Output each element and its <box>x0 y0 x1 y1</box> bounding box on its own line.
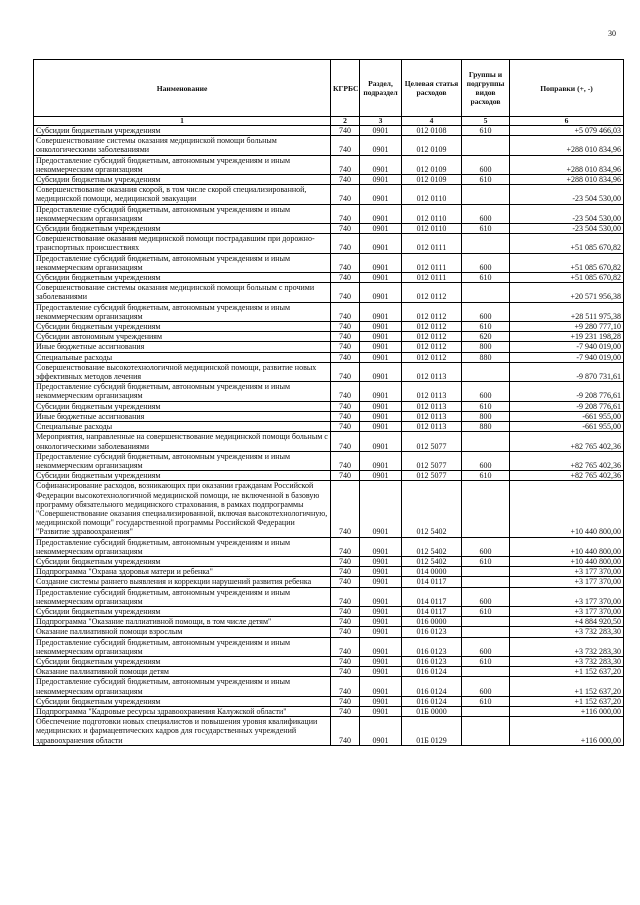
cell-article: 012 5402 <box>402 537 462 556</box>
column-number: 2 <box>331 117 360 126</box>
cell-name: Предоставление субсидий бюджетным, автономным учреждениям и иным некоммерческим организациям <box>34 677 331 696</box>
cell-article: 016 0123 <box>402 627 462 637</box>
table-row <box>34 706 624 716</box>
cell-group: 880 <box>462 352 510 362</box>
cell-article: 012 0110 <box>402 185 462 204</box>
cell-amendment: +19 231 198,28 <box>510 332 624 342</box>
cell-name: Оказание паллиативной помощи детям <box>34 667 331 677</box>
cell-section: 0901 <box>360 382 402 401</box>
cell-section: 0901 <box>360 667 402 677</box>
header-row <box>34 60 624 117</box>
cell-section: 0901 <box>360 656 402 666</box>
cell-section: 0901 <box>360 322 402 332</box>
cell-name: Специальные расходы <box>34 352 331 362</box>
cell-name: Субсидии бюджетным учреждениям <box>34 322 331 332</box>
table-row <box>34 332 624 342</box>
cell-kgrbs: 740 <box>331 471 360 481</box>
cell-amendment: +116 000,00 <box>510 706 624 716</box>
cell-group: 600 <box>462 204 510 223</box>
cell-group: 600 <box>462 382 510 401</box>
table-row <box>34 352 624 362</box>
cell-group <box>462 136 510 155</box>
cell-section: 0901 <box>360 362 402 381</box>
cell-kgrbs: 740 <box>331 382 360 401</box>
cell-article: 012 0113 <box>402 382 462 401</box>
cell-name: Субсидии бюджетным учреждениям <box>34 126 331 136</box>
cell-article: 012 0113 <box>402 401 462 411</box>
cell-amendment: +10 440 800,00 <box>510 556 624 566</box>
cell-kgrbs: 740 <box>331 537 360 556</box>
cell-amendment: +116 000,00 <box>510 717 624 746</box>
cell-kgrbs: 740 <box>331 567 360 577</box>
cell-amendment: +9 280 777,10 <box>510 322 624 332</box>
cell-name: Предоставление субсидий бюджетным, автономным учреждениям и иным некоммерческим организациям <box>34 382 331 401</box>
cell-kgrbs: 740 <box>331 451 360 470</box>
cell-amendment: +3 177 370,00 <box>510 567 624 577</box>
cell-kgrbs: 740 <box>331 411 360 421</box>
cell-section: 0901 <box>360 422 402 432</box>
cell-section: 0901 <box>360 352 402 362</box>
table-row <box>34 322 624 332</box>
cell-kgrbs: 740 <box>331 155 360 174</box>
cell-amendment: +20 571 956,38 <box>510 283 624 302</box>
cell-kgrbs: 740 <box>331 283 360 302</box>
table-row <box>34 656 624 666</box>
cell-group <box>462 432 510 451</box>
table-row <box>34 382 624 401</box>
table-row <box>34 432 624 451</box>
cell-name: Субсидии бюджетным учреждениям <box>34 471 331 481</box>
cell-section: 0901 <box>360 136 402 155</box>
cell-kgrbs: 740 <box>331 656 360 666</box>
cell-name: Субсидии бюджетным учреждениям <box>34 175 331 185</box>
table-row <box>34 283 624 302</box>
cell-kgrbs: 740 <box>331 627 360 637</box>
cell-article: 016 0123 <box>402 637 462 656</box>
cell-group: 800 <box>462 411 510 421</box>
cell-article: 012 0110 <box>402 224 462 234</box>
table-row <box>34 481 624 537</box>
column-number: 5 <box>462 117 510 126</box>
cell-kgrbs: 740 <box>331 637 360 656</box>
cell-amendment: +51 085 670,82 <box>510 273 624 283</box>
cell-article: 012 0109 <box>402 136 462 155</box>
cell-name: Иные бюджетные ассигнования <box>34 342 331 352</box>
cell-amendment: +10 440 800,00 <box>510 481 624 537</box>
cell-name: Предоставление субсидий бюджетным, автономным учреждениям и иным некоммерческим организациям <box>34 637 331 656</box>
cell-group: 610 <box>462 126 510 136</box>
cell-amendment: +82 765 402,36 <box>510 451 624 470</box>
cell-section: 0901 <box>360 302 402 321</box>
cell-group: 600 <box>462 302 510 321</box>
table-row <box>34 411 624 421</box>
header-groups: Группы и подгруппы видов расходов <box>462 60 510 117</box>
cell-name: Специальные расходы <box>34 422 331 432</box>
cell-name: Подпрограмма "Оказание паллиативной помощи, в том числе детям" <box>34 617 331 627</box>
cell-kgrbs: 740 <box>331 136 360 155</box>
cell-amendment: +288 010 834,96 <box>510 175 624 185</box>
table-row <box>34 273 624 283</box>
cell-section: 0901 <box>360 283 402 302</box>
cell-section: 0901 <box>360 234 402 253</box>
cell-section: 0901 <box>360 606 402 616</box>
cell-section: 0901 <box>360 342 402 352</box>
cell-amendment: +288 010 834,96 <box>510 136 624 155</box>
cell-amendment: -23 504 530,00 <box>510 204 624 223</box>
cell-amendment: +1 152 637,20 <box>510 667 624 677</box>
table-row <box>34 234 624 253</box>
table-row <box>34 451 624 470</box>
cell-amendment: -9 208 776,61 <box>510 401 624 411</box>
cell-name: Субсидии бюджетным учреждениям <box>34 606 331 616</box>
cell-group: 610 <box>462 696 510 706</box>
cell-kgrbs: 740 <box>331 362 360 381</box>
cell-kgrbs: 740 <box>331 587 360 606</box>
cell-kgrbs: 740 <box>331 253 360 272</box>
cell-kgrbs: 740 <box>331 422 360 432</box>
cell-article: 012 0112 <box>402 342 462 352</box>
cell-name: Предоставление субсидий бюджетным, автономным учреждениям и иным некоммерческим организациям <box>34 537 331 556</box>
cell-name: Совершенствование системы оказания медицинской помощи больным с прочими заболеваниями <box>34 283 331 302</box>
header-kgrbs: КГРБС <box>331 60 360 117</box>
cell-kgrbs: 740 <box>331 322 360 332</box>
cell-kgrbs: 740 <box>331 481 360 537</box>
cell-group <box>462 717 510 746</box>
cell-section: 0901 <box>360 175 402 185</box>
cell-name: Предоставление субсидий бюджетным, автономным учреждениям и иным некоммерческим организациям <box>34 587 331 606</box>
cell-name: Субсидии бюджетным учреждениям <box>34 656 331 666</box>
cell-kgrbs: 740 <box>331 185 360 204</box>
cell-article: 014 0117 <box>402 606 462 616</box>
cell-article: 012 0112 <box>402 322 462 332</box>
cell-article: 012 0111 <box>402 234 462 253</box>
cell-name: Предоставление субсидий бюджетным, автономным учреждениям и иным некоммерческим организациям <box>34 204 331 223</box>
cell-section: 0901 <box>360 432 402 451</box>
cell-kgrbs: 740 <box>331 717 360 746</box>
cell-amendment: +51 085 670,82 <box>510 234 624 253</box>
cell-kgrbs: 740 <box>331 352 360 362</box>
cell-name: Предоставление субсидий бюджетным, автономным учреждениям и иным некоммерческим организациям <box>34 253 331 272</box>
cell-article: 014 0117 <box>402 587 462 606</box>
cell-name: Субсидии бюджетным учреждениям <box>34 556 331 566</box>
cell-article: 012 0112 <box>402 352 462 362</box>
cell-amendment: +51 085 670,82 <box>510 253 624 272</box>
cell-amendment: -7 940 019,00 <box>510 342 624 352</box>
cell-name: Обеспечение подготовки новых специалистов и повышения уровня квалификации медицинских и фармацевтических кадров для государственных учреждений здравоохранения области <box>34 717 331 746</box>
cell-group: 610 <box>462 471 510 481</box>
cell-article: 012 0112 <box>402 283 462 302</box>
cell-amendment: +82 765 402,36 <box>510 471 624 481</box>
cell-group: 620 <box>462 332 510 342</box>
header-name: Наименование <box>34 60 331 117</box>
cell-group: 610 <box>462 401 510 411</box>
cell-article: 01Б 0000 <box>402 706 462 716</box>
cell-article: 012 5402 <box>402 481 462 537</box>
cell-section: 0901 <box>360 677 402 696</box>
table-row <box>34 606 624 616</box>
cell-group: 600 <box>462 537 510 556</box>
cell-amendment: +28 511 975,38 <box>510 302 624 321</box>
cell-article: 016 0000 <box>402 617 462 627</box>
cell-amendment: +3 732 283,30 <box>510 627 624 637</box>
cell-article: 012 0110 <box>402 204 462 223</box>
cell-group: 800 <box>462 342 510 352</box>
table-row <box>34 155 624 174</box>
cell-kgrbs: 740 <box>331 126 360 136</box>
table-row <box>34 637 624 656</box>
cell-article: 012 0113 <box>402 422 462 432</box>
cell-article: 016 0124 <box>402 677 462 696</box>
cell-name: Подпрограмма "Кадровые ресурсы здравоохранения Калужской области" <box>34 706 331 716</box>
column-number: 1 <box>34 117 331 126</box>
cell-section: 0901 <box>360 401 402 411</box>
cell-section: 0901 <box>360 332 402 342</box>
page-number: 30 <box>608 29 616 38</box>
cell-article: 012 0111 <box>402 253 462 272</box>
cell-group <box>462 362 510 381</box>
cell-article: 012 5077 <box>402 471 462 481</box>
cell-kgrbs: 740 <box>331 401 360 411</box>
cell-group: 600 <box>462 253 510 272</box>
cell-group <box>462 283 510 302</box>
cell-section: 0901 <box>360 556 402 566</box>
cell-article: 012 0109 <box>402 175 462 185</box>
table-row <box>34 556 624 566</box>
cell-article: 012 0111 <box>402 273 462 283</box>
table-row <box>34 617 624 627</box>
cell-section: 0901 <box>360 481 402 537</box>
cell-amendment: +3 732 283,30 <box>510 637 624 656</box>
table-row <box>34 471 624 481</box>
table-row <box>34 577 624 587</box>
cell-group: 610 <box>462 556 510 566</box>
table-row <box>34 587 624 606</box>
column-number: 4 <box>402 117 462 126</box>
cell-section: 0901 <box>360 567 402 577</box>
header-article: Целевая статья расходов <box>402 60 462 117</box>
cell-name: Субсидии бюджетным учреждениям <box>34 401 331 411</box>
cell-section: 0901 <box>360 411 402 421</box>
cell-amendment: +3 177 370,00 <box>510 606 624 616</box>
cell-group <box>462 706 510 716</box>
cell-section: 0901 <box>360 155 402 174</box>
cell-amendment: +4 884 920,50 <box>510 617 624 627</box>
cell-section: 0901 <box>360 637 402 656</box>
cell-name: Субсидии бюджетным учреждениям <box>34 696 331 706</box>
cell-kgrbs: 740 <box>331 706 360 716</box>
table-row <box>34 136 624 155</box>
cell-section: 0901 <box>360 185 402 204</box>
cell-name: Совершенствование оказания медицинской помощи пострадавшим при дорожно-транспортных происшествиях <box>34 234 331 253</box>
table-row <box>34 696 624 706</box>
cell-section: 0901 <box>360 577 402 587</box>
cell-group: 610 <box>462 322 510 332</box>
table-row <box>34 677 624 696</box>
cell-group <box>462 577 510 587</box>
cell-article: 016 0123 <box>402 656 462 666</box>
cell-kgrbs: 740 <box>331 224 360 234</box>
table-row <box>34 126 624 136</box>
cell-name: Иные бюджетные ассигнования <box>34 411 331 421</box>
table-row <box>34 362 624 381</box>
cell-name: Создание системы раннего выявления и коррекции нарушений развития ребенка <box>34 577 331 587</box>
cell-kgrbs: 740 <box>331 175 360 185</box>
cell-article: 012 5077 <box>402 451 462 470</box>
cell-article: 016 0124 <box>402 667 462 677</box>
cell-section: 0901 <box>360 617 402 627</box>
cell-section: 0901 <box>360 224 402 234</box>
cell-section: 0901 <box>360 587 402 606</box>
cell-name: Предоставление субсидий бюджетным, автономным учреждениям и иным некоммерческим организациям <box>34 451 331 470</box>
cell-section: 0901 <box>360 717 402 746</box>
cell-article: 016 0124 <box>402 696 462 706</box>
column-number: 6 <box>510 117 624 126</box>
cell-amendment: -23 504 530,00 <box>510 185 624 204</box>
cell-name: Субсидии бюджетным учреждениям <box>34 273 331 283</box>
table-row <box>34 204 624 223</box>
cell-name: Софинансирование расходов, возникающих при оказании гражданам Российской Федерации высокотехнологичной медицинской помощи, не включенной в базовую программу обязательного медицинского страхования, в рамках подпрограммы "Совершенствование оказания специализированной, включая высокотехнологичную, медицинской помощи" государственной программы Российской Федерации "Развитие здравоохранения" <box>34 481 331 537</box>
column-number-row <box>34 117 624 126</box>
table-row <box>34 342 624 352</box>
cell-kgrbs: 740 <box>331 332 360 342</box>
cell-kgrbs: 740 <box>331 606 360 616</box>
cell-kgrbs: 740 <box>331 667 360 677</box>
cell-amendment: -23 504 530,00 <box>510 224 624 234</box>
cell-section: 0901 <box>360 696 402 706</box>
cell-kgrbs: 740 <box>331 234 360 253</box>
table-row <box>34 253 624 272</box>
cell-group <box>462 617 510 627</box>
cell-group: 610 <box>462 656 510 666</box>
cell-amendment: -9 870 731,61 <box>510 362 624 381</box>
cell-amendment: +82 765 402,36 <box>510 432 624 451</box>
cell-name: Субсидии бюджетным учреждениям <box>34 224 331 234</box>
cell-amendment: +3 177 370,00 <box>510 577 624 587</box>
cell-group: 610 <box>462 606 510 616</box>
cell-name: Оказание паллиативной помощи взрослым <box>34 627 331 637</box>
budget-amendments-table <box>33 59 624 746</box>
cell-amendment: +1 152 637,20 <box>510 696 624 706</box>
table-row <box>34 567 624 577</box>
cell-group: 600 <box>462 587 510 606</box>
cell-article: 012 0113 <box>402 411 462 421</box>
table-row <box>34 401 624 411</box>
cell-amendment: +3 177 370,00 <box>510 587 624 606</box>
cell-kgrbs: 740 <box>331 204 360 223</box>
table-row <box>34 422 624 432</box>
cell-article: 014 0117 <box>402 577 462 587</box>
cell-amendment: +288 010 834,96 <box>510 155 624 174</box>
cell-section: 0901 <box>360 471 402 481</box>
cell-section: 0901 <box>360 627 402 637</box>
cell-article: 014 0000 <box>402 567 462 577</box>
cell-section: 0901 <box>360 126 402 136</box>
cell-kgrbs: 740 <box>331 577 360 587</box>
cell-group <box>462 481 510 537</box>
table-row <box>34 175 624 185</box>
cell-article: 012 5402 <box>402 556 462 566</box>
cell-group: 610 <box>462 175 510 185</box>
cell-name: Совершенствование высокотехнологичной медицинской помощи, развитие новых эффективных методов лечения <box>34 362 331 381</box>
cell-group: 600 <box>462 451 510 470</box>
cell-kgrbs: 740 <box>331 302 360 321</box>
cell-group: 880 <box>462 422 510 432</box>
cell-kgrbs: 740 <box>331 617 360 627</box>
cell-group: 610 <box>462 224 510 234</box>
cell-group <box>462 567 510 577</box>
cell-article: 01Б 0129 <box>402 717 462 746</box>
cell-group: 600 <box>462 677 510 696</box>
cell-group: 600 <box>462 155 510 174</box>
table-row <box>34 185 624 204</box>
cell-kgrbs: 740 <box>331 696 360 706</box>
cell-amendment: -9 208 776,61 <box>510 382 624 401</box>
cell-name: Совершенствование системы оказания медицинской помощи больным онкологическими заболеваниями <box>34 136 331 155</box>
cell-kgrbs: 740 <box>331 556 360 566</box>
table-row <box>34 224 624 234</box>
cell-name: Мероприятия, направленные на совершенствование медицинской помощи больным с онкологическими заболеваниями <box>34 432 331 451</box>
cell-amendment: +5 079 466,03 <box>510 126 624 136</box>
cell-kgrbs: 740 <box>331 273 360 283</box>
cell-kgrbs: 740 <box>331 677 360 696</box>
cell-section: 0901 <box>360 537 402 556</box>
cell-amendment: +10 440 800,00 <box>510 537 624 556</box>
cell-amendment: +3 732 283,30 <box>510 656 624 666</box>
cell-section: 0901 <box>360 451 402 470</box>
cell-section: 0901 <box>360 273 402 283</box>
cell-name: Подпрограмма "Охрана здоровья матери и ребенка" <box>34 567 331 577</box>
column-number: 3 <box>360 117 402 126</box>
cell-article: 012 5077 <box>402 432 462 451</box>
cell-group: 610 <box>462 273 510 283</box>
cell-section: 0901 <box>360 204 402 223</box>
cell-kgrbs: 740 <box>331 342 360 352</box>
cell-amendment: -7 940 019,00 <box>510 352 624 362</box>
cell-group: 600 <box>462 637 510 656</box>
cell-group <box>462 667 510 677</box>
table-row <box>34 667 624 677</box>
cell-article: 012 0112 <box>402 332 462 342</box>
cell-kgrbs: 740 <box>331 432 360 451</box>
cell-name: Субсидии автономным учреждениям <box>34 332 331 342</box>
table-row <box>34 717 624 746</box>
cell-group <box>462 627 510 637</box>
cell-article: 012 0108 <box>402 126 462 136</box>
cell-amendment: +1 152 637,20 <box>510 677 624 696</box>
cell-group <box>462 185 510 204</box>
table-row <box>34 302 624 321</box>
cell-name: Предоставление субсидий бюджетным, автономным учреждениям и иным некоммерческим организациям <box>34 155 331 174</box>
header-section: Раздел, подраздел <box>360 60 402 117</box>
cell-article: 012 0113 <box>402 362 462 381</box>
cell-article: 012 0109 <box>402 155 462 174</box>
table-row <box>34 627 624 637</box>
header-amendments: Поправки (+, -) <box>510 60 624 117</box>
cell-amendment: -661 955,00 <box>510 411 624 421</box>
cell-amendment: -661 955,00 <box>510 422 624 432</box>
cell-section: 0901 <box>360 706 402 716</box>
cell-section: 0901 <box>360 253 402 272</box>
cell-name: Предоставление субсидий бюджетным, автономным учреждениям и иным некоммерческим организациям <box>34 302 331 321</box>
cell-name: Совершенствование оказания скорой, в том числе скорой специализированной, медицинской помощи, медицинской эвакуации <box>34 185 331 204</box>
table-row <box>34 537 624 556</box>
cell-group <box>462 234 510 253</box>
cell-article: 012 0112 <box>402 302 462 321</box>
